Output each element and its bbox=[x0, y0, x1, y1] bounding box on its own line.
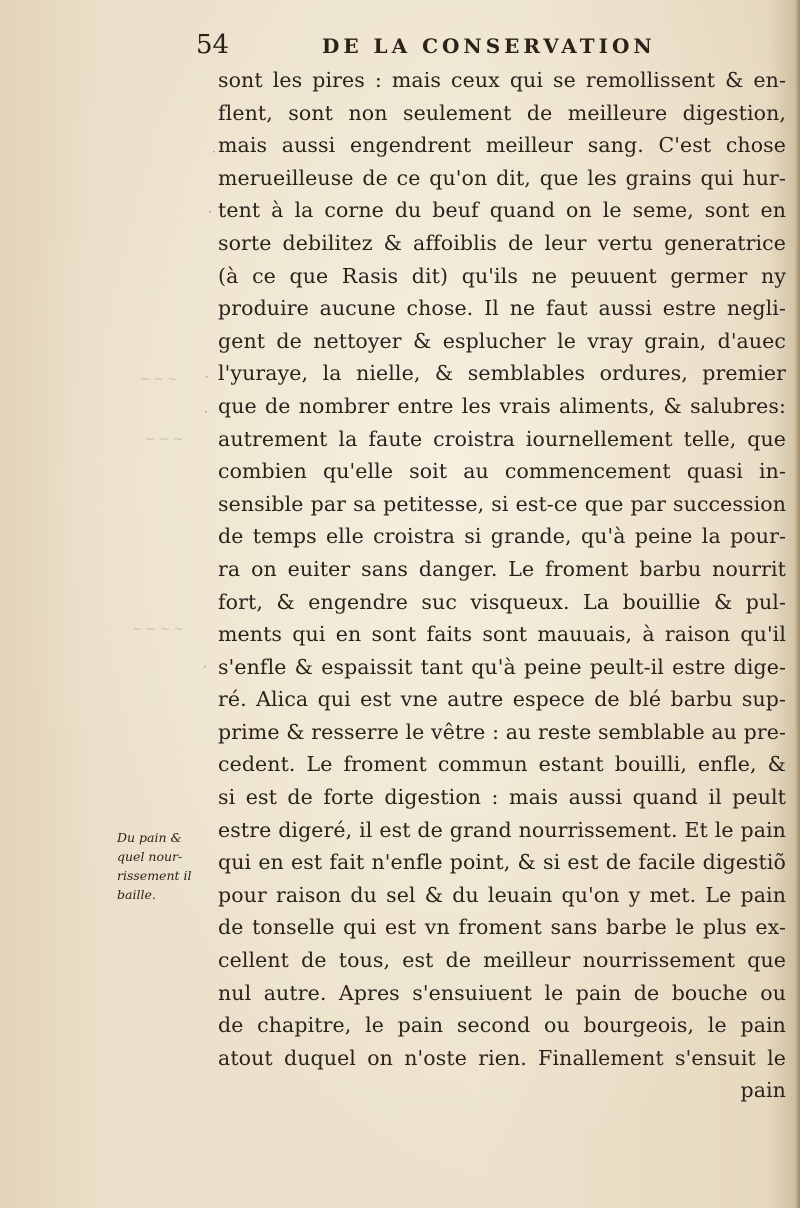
text-line: de temps elle croistra si grande, qu'à peine la pour- bbox=[218, 524, 786, 549]
marginal-note-line: Du pain & bbox=[117, 830, 182, 845]
marginal-note-line: rissement il bbox=[117, 868, 192, 883]
margin-mark: · bbox=[212, 145, 216, 159]
text-line: fort, & engendre suc visqueux. La bouillie & pul- bbox=[218, 589, 786, 614]
text-line: gent de nettoyer & esplucher le vray grain, d'auec bbox=[218, 328, 786, 353]
text-line: que de nombrer entre les vrais aliments, & salubres: bbox=[218, 393, 786, 418]
text-line: tent à la corne du beuf quand on le seme, sont en bbox=[218, 198, 786, 223]
text-line: cellent de tous, est de meilleur nourrissement que bbox=[218, 948, 786, 973]
show-through-mark: ~ ~ ~ bbox=[140, 372, 178, 386]
catchword: pain bbox=[740, 1078, 786, 1103]
text-line: sensible par sa petitesse, si est-ce que par succession bbox=[218, 491, 786, 516]
margin-mark: · bbox=[205, 370, 209, 384]
marginal-note-line: quel nour- bbox=[117, 849, 183, 864]
text-line: prime & resserre le vêtre : au reste semblable au pre- bbox=[218, 719, 786, 744]
text-line: sont les pires : mais ceux qui se remollissent & en- bbox=[218, 68, 786, 92]
margin-mark: · bbox=[204, 405, 208, 419]
body-text bbox=[218, 64, 786, 1107]
marginal-note-line: baille. bbox=[117, 887, 156, 902]
text-line: ra on euiter sans danger. Le froment barbu nourrit bbox=[218, 556, 786, 581]
text-line: l'yuraye, la nielle, & semblables ordures, premier bbox=[218, 361, 786, 386]
page-header bbox=[196, 30, 790, 64]
text-line: nul autre. Apres s'ensuiuent le pain de bouche ou bbox=[218, 980, 786, 1005]
page-edge bbox=[794, 0, 800, 1208]
text-line: (à ce que Rasis dit) qu'ils ne peuuent germer ny bbox=[218, 263, 786, 288]
text-line: merueilleuse de ce qu'on dit, que les grains qui hur- bbox=[218, 165, 786, 190]
text-line: ments qui en sont faits sont mauuais, à raison qu'il bbox=[218, 622, 786, 647]
text-line: produire aucune chose. Il ne faut aussi estre negli- bbox=[218, 296, 786, 321]
text-line: atout duquel on n'oste rien. Finallement s'ensuit le bbox=[218, 1045, 786, 1070]
margin-mark: · bbox=[203, 660, 207, 674]
text-line: autrement la faute croistra iournellement telle, que bbox=[218, 426, 786, 451]
show-through-mark: ~ ~ ~ bbox=[145, 432, 183, 446]
text-line: de chapitre, le pain second ou bourgeois, le pain bbox=[218, 1013, 786, 1038]
show-through-mark: ~ ~ ~ ~ bbox=[132, 622, 184, 636]
text-line: de tonselle qui est vn froment sans barbe le plus ex- bbox=[218, 915, 786, 940]
text-line: s'enfle & espaissit tant qu'à peine peult-il estre dige- bbox=[218, 654, 786, 679]
text-line: ré. Alica qui est vne autre espece de blé barbu sup- bbox=[218, 687, 786, 712]
text-line: combien qu'elle soit au commencement quasi in- bbox=[218, 459, 786, 484]
text-line: estre digeré, il est de grand nourrissement. Et le pain bbox=[218, 817, 786, 842]
text-line: pour raison du sel & du leuain qu'on y met. Le pain bbox=[218, 882, 786, 907]
running-head: DE LA CONSERVATION bbox=[322, 34, 656, 58]
text-line: cedent. Le froment commun estant bouilli, enfle, & bbox=[218, 752, 786, 777]
text-line: flent, sont non seulement de meilleure digestion, bbox=[218, 100, 786, 125]
text-line: si est de forte digestion : mais aussi quand il peult bbox=[218, 785, 786, 810]
margin-mark: · bbox=[208, 205, 212, 219]
text-line: sorte debilitez & affoiblis de leur vertu generatrice bbox=[218, 230, 786, 255]
page-number: 54 bbox=[196, 30, 230, 60]
text-line: mais aussi engendrent meilleur sang. C'est chose bbox=[218, 133, 786, 158]
marginal-note bbox=[117, 828, 217, 904]
text-line: qui en est fait n'enfle point, & si est de facile digestiõ bbox=[218, 850, 786, 875]
